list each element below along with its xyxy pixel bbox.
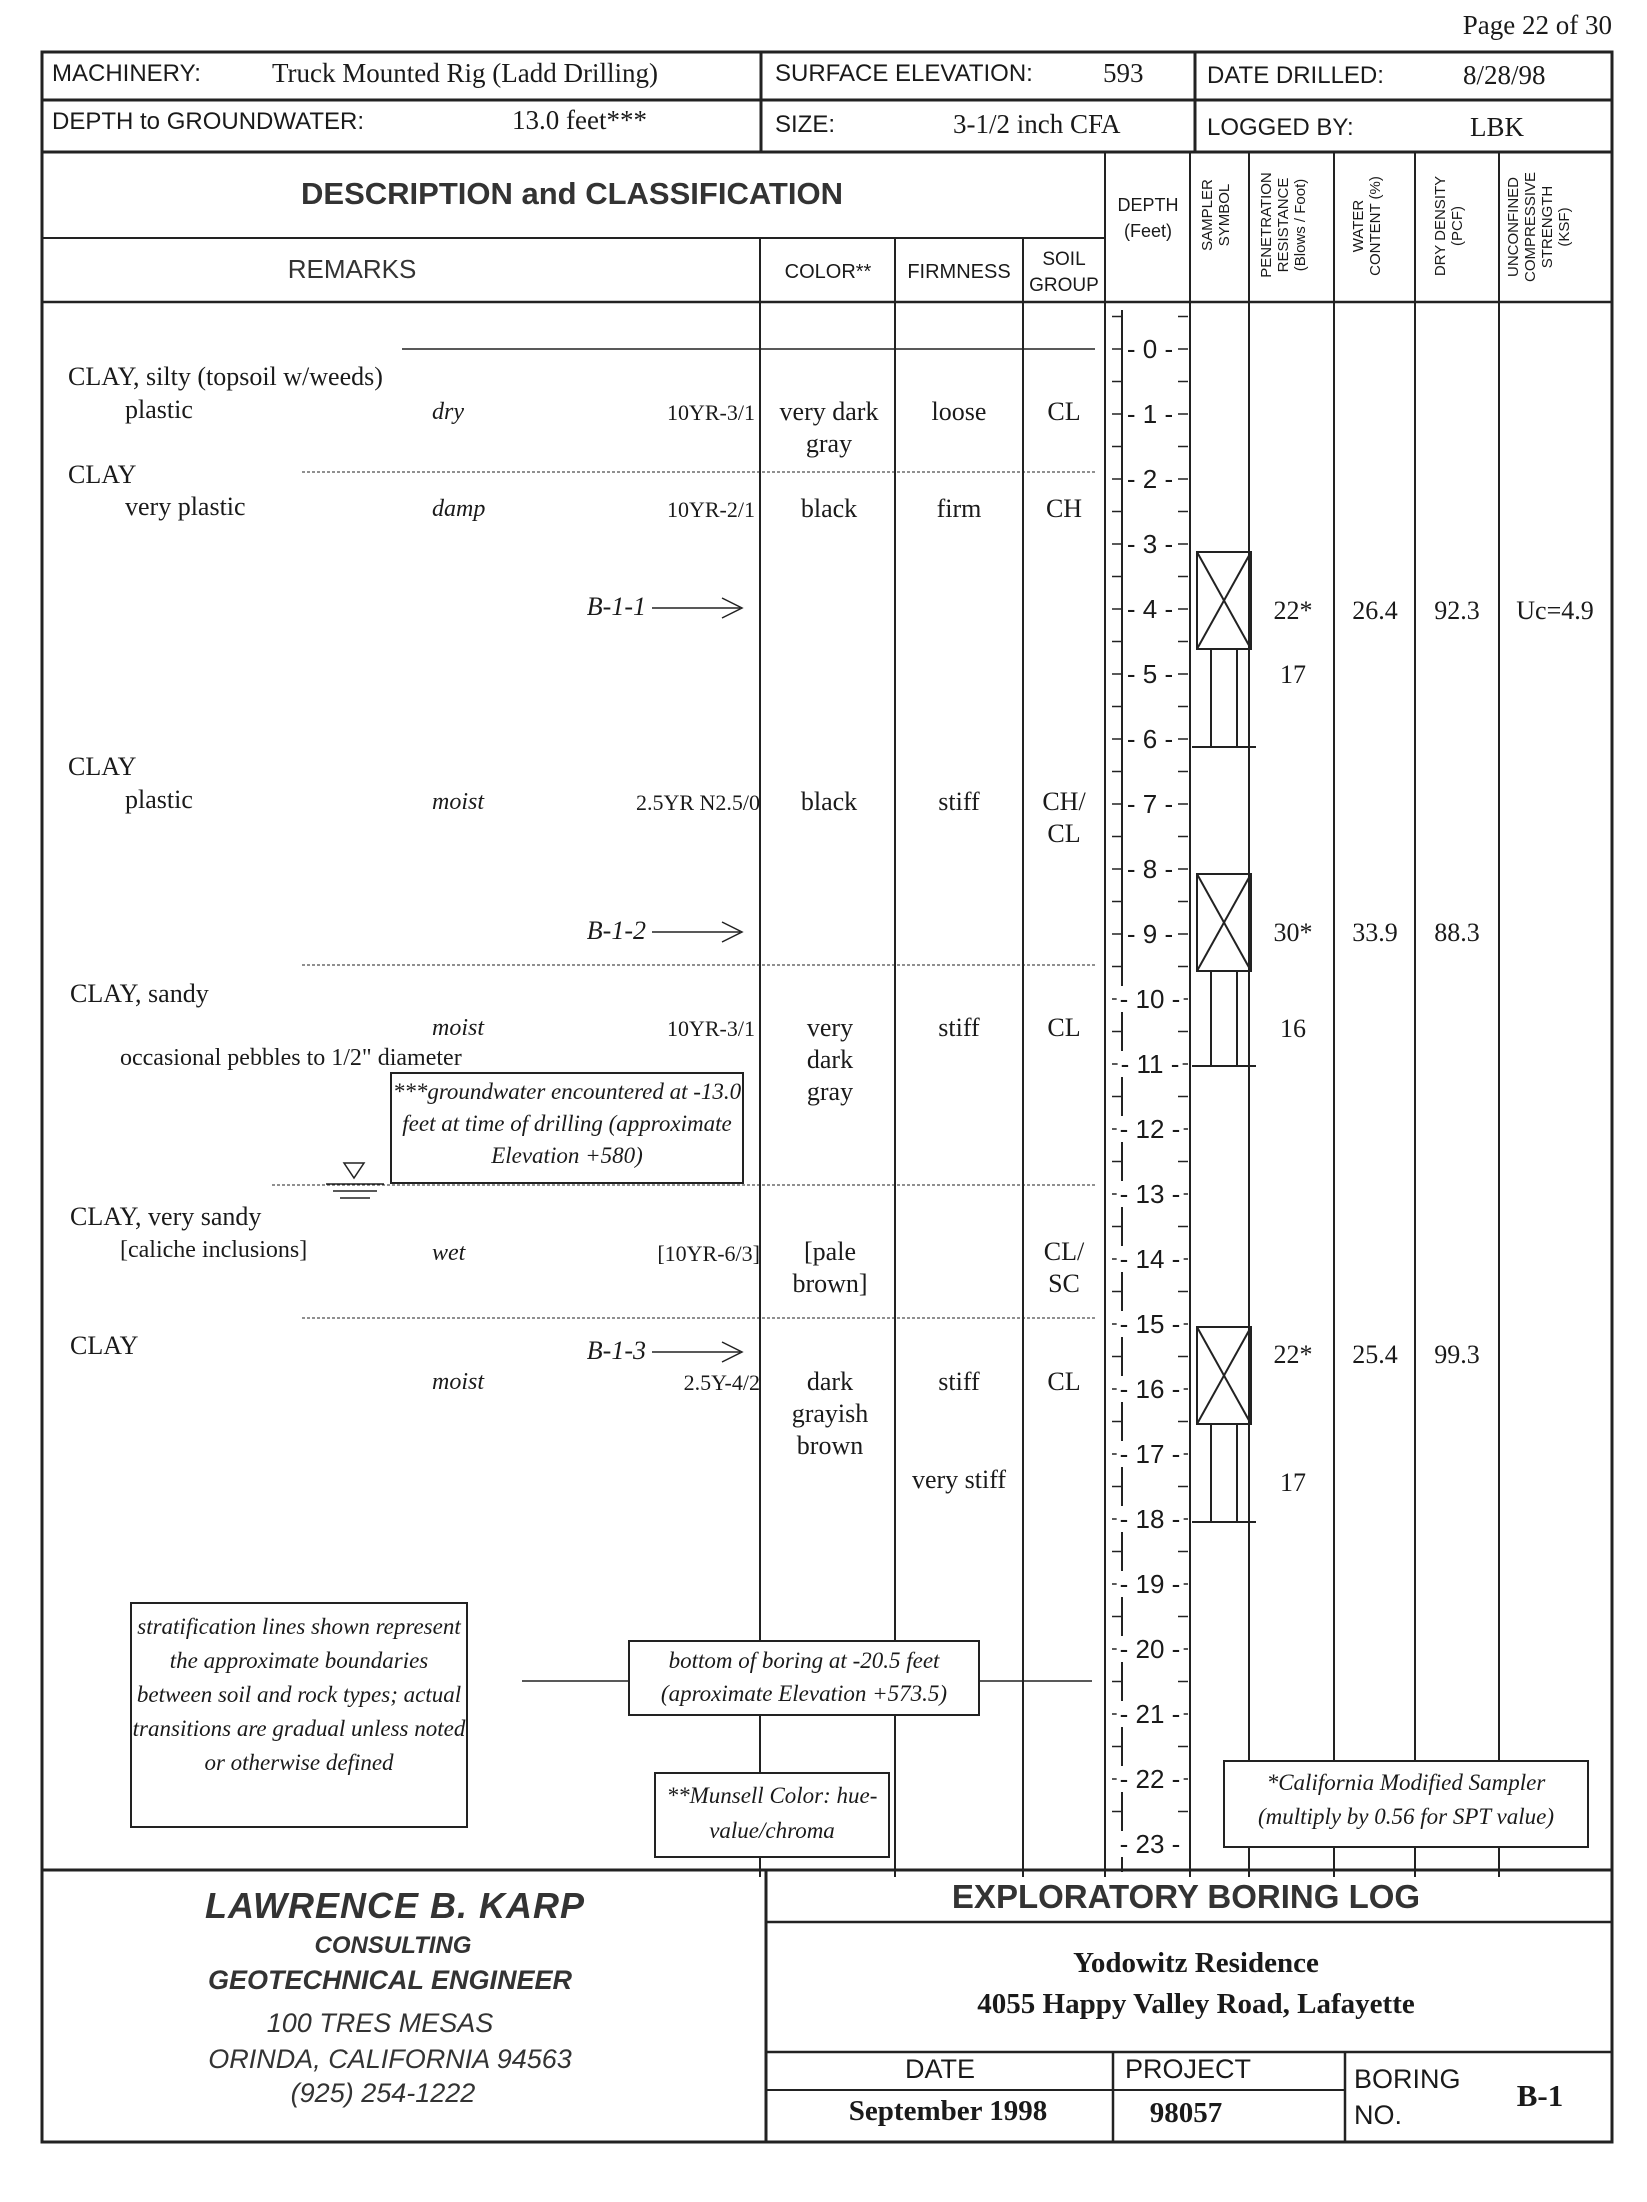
depth-label: - 4 - [1124,596,1176,622]
company-phone: (925) 254-1222 [290,2078,476,2108]
boring-label-line2: NO. [1354,2100,1403,2130]
depth-label: - 18 - [1117,1506,1184,1532]
date-value: September 1998 [848,2095,1048,2127]
depth-label: - 10 - [1117,986,1184,1012]
layer-munsell: [10YR-6/3] [657,1241,760,1266]
layer-sub: plastic [125,395,193,424]
dry-density-header: DRY DENSITY (PCF) [1432,175,1466,277]
layer-moisture: damp [432,496,486,522]
layer-color: black [800,494,858,523]
layer-name: CLAY, sandy [70,979,209,1008]
description-title: DESCRIPTION and CLASSIFICATION [301,176,843,211]
groundwater-label: DEPTH to GROUNDWATER: [52,108,365,135]
remarks-header: REMARKS [287,254,417,284]
depth-label: - 9 - [1124,921,1176,947]
layer-color: black [800,787,858,816]
layer-group: CH [1045,494,1083,523]
size-value: 3-1/2 inch CFA [953,109,1121,139]
depth-label: - 17 - [1117,1441,1184,1467]
soil-group-header-line2: GROUP [1029,275,1099,296]
depth-label: - 22 - [1117,1766,1184,1792]
log-title: EXPLORATORY BORING LOG [951,1878,1421,1915]
layer-group: CL [1047,397,1081,426]
layer-group: CL [1047,1367,1081,1396]
dry-density: 88.3 [1434,918,1480,947]
company-address1: 100 TRES MESAS [266,2008,494,2038]
depth-label: - 13 - [1117,1181,1184,1207]
depth-header-line2: (Feet) [1123,221,1173,241]
depth-label: - 16 - [1117,1376,1184,1402]
sampler-header: SAMPLER SYMBOL [1199,179,1233,251]
logged-by-label: LOGGED BY: [1207,114,1354,141]
layer-firmness: loose [931,397,987,426]
layer-group: CL/ SC [1043,1237,1085,1298]
layer-sub: occasional pebbles to 1/2" diameter [120,1045,462,1071]
sample-id: B-1-2 [586,916,646,945]
layer-name: CLAY [68,752,137,781]
water-content: 25.4 [1352,1340,1398,1369]
depth-header-line1: DEPTH [1117,195,1179,215]
project-name: Yodowitz Residence [1073,1947,1319,1979]
machinery-value: Truck Mounted Rig (Ladd Drilling) [272,58,658,88]
layer-munsell: 10YR-2/1 [667,497,755,522]
bottom-of-boring-note: bottom of boring at -20.5 feet (aproximate Elevation +573.5) [628,1640,980,1716]
boring-label-line1: BORING [1354,2064,1461,2094]
machinery-label: MACHINERY: [52,60,201,87]
groundwater-value: 13.0 feet*** [512,105,647,135]
layer-firmness: stiff [938,1013,980,1042]
groundwater-note: ***groundwater encountered at -13.0 feet at time of drilling (approximate Elevation +580) [390,1072,744,1184]
depth-label: - 3 - [1124,531,1176,557]
depth-label: - 11 - [1118,1051,1183,1077]
layer-name: CLAY, very sandy [70,1202,262,1231]
depth-label: - 12 - [1117,1116,1184,1142]
depth-label: - 0 - [1124,336,1176,362]
page-number: Page 22 of 30 [1462,10,1612,40]
depth-label: - 19 - [1117,1571,1184,1597]
layer-moisture: wet [432,1240,466,1266]
blow-count: 17 [1280,660,1306,689]
layer-color: very dark gray [779,397,879,458]
layer-moisture: moist [432,1015,485,1041]
water-content: 26.4 [1352,596,1398,625]
layer-firmness: firm [936,494,982,523]
depth-label: - 21 - [1117,1701,1184,1727]
layer-firmness-lower: very stiff [911,1465,1007,1494]
sample-id: B-1-3 [586,1336,646,1365]
size-label: SIZE: [775,111,836,138]
project-address: 4055 Happy Valley Road, Lafayette [977,1988,1415,2020]
layer-moisture: dry [432,399,464,425]
project-label: PROJECT [1124,2054,1252,2084]
layer-name: CLAY [70,1331,139,1360]
color-header: COLOR** [784,261,872,283]
blow-count: 16 [1280,1014,1306,1043]
depth-label: - 14 - [1117,1246,1184,1272]
depth-label: - 5 - [1124,661,1176,687]
layer-color: dark grayish brown [791,1367,869,1460]
depth-label: - 23 - [1117,1831,1184,1857]
layer-sub: [caliche inclusions] [120,1237,308,1263]
depth-label: - 20 - [1117,1636,1184,1662]
blow-count: 22* [1273,1340,1313,1369]
layer-moisture: moist [432,789,485,815]
layer-firmness: stiff [938,1367,980,1396]
water-content-header: WATER CONTENT (%) [1350,176,1384,276]
layer-munsell: 2.5YR N2.5/0 [635,790,760,815]
dry-density: 92.3 [1434,596,1480,625]
company-line1: CONSULTING [314,1932,472,1959]
layer-moisture: moist [432,1369,485,1395]
blow-count: 22* [1273,596,1313,625]
layer-munsell: 10YR-3/1 [667,400,755,425]
blow-count: 30* [1273,918,1313,947]
date-label: DATE [904,2054,976,2084]
layer-color: very dark gray [806,1013,854,1106]
depth-label: - 7 - [1124,791,1176,817]
depth-label: - 8 - [1124,856,1176,882]
layer-firmness: stiff [938,787,980,816]
sample-id: B-1-1 [586,592,646,621]
depth-label: - 1 - [1124,401,1176,427]
layer-group: CL [1047,1013,1081,1042]
layer-group: CH/ CL [1042,787,1086,848]
layer-color: [pale brown] [792,1237,868,1298]
layer-name: CLAY [68,460,137,489]
firmness-header: FIRMNESS [907,261,1011,283]
company-name: LAWRENCE B. KARP [204,1885,586,1926]
boring-number: B-1 [1516,2078,1564,2113]
soil-group-header-line1: SOIL [1042,249,1086,270]
layer-name: CLAY, silty (topsoil w/weeds) [68,362,383,391]
layer-sub: plastic [125,785,193,814]
logged-by-value: LBK [1470,112,1524,142]
ucs-value: Uc=4.9 [1516,596,1594,625]
layer-munsell: 10YR-3/1 [667,1016,755,1041]
surface-elevation-label: SURFACE ELEVATION: [775,60,1033,87]
project-number: 98057 [1149,2097,1223,2129]
california-sampler-note: *California Modified Sampler (multiply by 0.56 for SPT value) [1223,1760,1589,1848]
water-content: 33.9 [1352,918,1398,947]
surface-elevation-value: 593 [1103,58,1144,88]
layer-sub: very plastic [125,492,246,521]
ucs-header: UNCONFINED COMPRESSIVE STRENGTH (KSF) [1505,171,1573,283]
date-drilled-label: DATE DRILLED: [1207,62,1384,89]
blow-count: 17 [1280,1468,1306,1497]
depth-label: - 15 - [1117,1311,1184,1337]
layer-munsell: 2.5Y-4/2 [683,1370,760,1395]
date-drilled-value: 8/28/98 [1463,60,1546,90]
dry-density: 99.3 [1434,1340,1480,1369]
depth-label: - 2 - [1124,466,1176,492]
depth-label: - 6 - [1124,726,1176,752]
company-line2: GEOTECHNICAL ENGINEER [207,1965,573,1995]
company-address2: ORINDA, CALIFORNIA 94563 [208,2044,572,2074]
penetration-header: PENETRATION RESISTANCE (Blows / Foot) [1258,172,1309,278]
munsell-note: **Munsell Color: hue-value/chroma [654,1772,890,1858]
stratification-note: stratification lines shown represent the approximate boundaries between soil and rock types; actual transitions are gradual unless noted or otherwise defined [130,1602,468,1828]
